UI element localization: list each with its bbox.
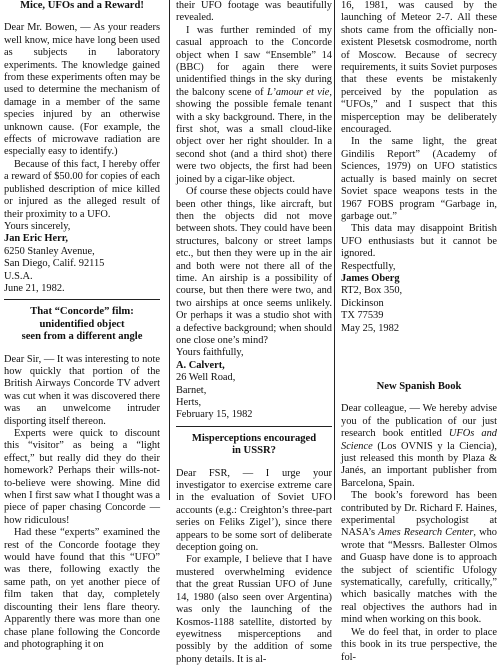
letter-paragraph: I was further reminded of my casual approach to the Concorde object when I saw “Ensemble” 14 (BBC) for again there were unidentified things in the sky during the balcony scene of L’amour et vie, showing the possible female tenant with a sky background. There, in the first shot, was a small cloud-like object over her right shoulder. In a second shot (and a third shot) there were two objects, the first had been joined by a cigar-like object. <box>176 24 332 185</box>
signature-line: Yours sincerely, <box>4 220 71 232</box>
signature-line: May 25, 1982 <box>341 322 400 334</box>
letter-title-mice-ufos: Mice, UFOs and a Reward! <box>20 0 144 11</box>
signature-name: James Oberg <box>341 272 400 284</box>
letter-paragraph: Dear Mr. Bowen, — As your readers well know, mice have long been used as subjects in laboratory experiments. The knowledge gained from these experiments often may be used to determine the mechanism of damage in a member of the same species injured by an otherwise unknown cause. (For example, the effects of microwave radiation are especially easy to identify.) <box>4 22 160 158</box>
letter-paragraph: their UFO footage was beautifully revealed. <box>176 0 332 24</box>
section-divider <box>176 426 332 427</box>
letter-paragraph: Dear FSR, — I urge your investigator to exercise extreme care in the evaluation of Soviet UFO accounts (e.g.: Creighton’s three-part series on Feliks Zigel’), since there appears to be some sort of deliberate deception going on. <box>176 467 332 554</box>
letter-paragraph: Of course these objects could have been other things, like aircraft, but then the objects did not move between shots. They could have been structures, balcony or street lamps etc., but then they were up in the air and both were not there all of the time. An airship is a possibility of course, but then there were two, and two airships at once seems unlikely. Or perhaps it was a studio shot with a defective background; when should one close one’s mind? <box>176 186 332 346</box>
letter-title-concorde: That “Concorde” film: unidentified object seen from a different angle <box>21 306 143 343</box>
column-right <box>341 0 498 663</box>
signature-line: 6250 Stanley Avenue, <box>4 245 95 257</box>
signature-line: February 15, 1982 <box>176 409 253 421</box>
signature-name: A. Calvert, <box>176 359 225 371</box>
letter-paragraph: For example, I believe that I have mustered overwhelming evidence that the great Russian UFO of June 14, 1980 (also seen over Argentina) was only the launching of the Kosmos-1188 satellite, distorted by eyewitness misperceptions and possibly by the addition of some phony details. It is al- <box>176 554 332 665</box>
letter-paragraph: Dear colleague, — We hereby advise you of the publication of our just research book entitled UFOs and Science (Los OVNIS y la Ciencia), just released this month by Plaza & Janés, an important publisher from Barcelona, Spain. <box>341 403 497 489</box>
signature-line: Barnet, <box>176 384 207 396</box>
letter-paragraph: Dear Sir, — It was interesting to note how quickly that portion of the British Airways Concorde TV advert was cut when it was discovered there was an unwelcome intruder disporting itself thereon. <box>4 353 160 427</box>
signature-line: TX 77539 <box>341 310 384 322</box>
letter-title-ussr: Misperceptions encouraged in USSR? <box>191 432 317 457</box>
signature-line: Respectfully, <box>341 260 396 272</box>
letter-paragraph: Because of this fact, I hereby offer a reward of $50.00 for copies of each published description of mice killed or injured as the alleged result of their proximity to a UFO. <box>4 158 160 220</box>
signature-line: U.S.A. <box>4 270 33 282</box>
letter-paragraph: We do feel that, in order to place this book in its true perspective, the fol- <box>341 626 497 663</box>
letter-signature <box>4 221 160 295</box>
letter-signature <box>176 347 332 421</box>
signature-line: San Diego, Calif. 92115 <box>4 258 105 270</box>
signature-line: Herts, <box>176 397 202 408</box>
letter-paragraph: 16, 1981, was caused by the launching of Meteor 2-7. All these shots came from the officially non-existent Plesetsk cosmodrome, north of Moscow. Because of secrecy requirements, it suits Soviet purposes that these events be mistakenly perceived by the population as “UFOs,” and I suspect that this misperception may be deliberately encouraged. <box>341 0 497 136</box>
letter-signature <box>341 261 497 335</box>
column-left <box>4 0 160 650</box>
column-middle <box>176 0 332 665</box>
letter-paragraph: Experts were quick to discount this “visitor” as being a “light effect,” but really did they do their homework? Perhaps their wills-not-to-believe were showing. Mine did when I first saw what I thought was a piece of paper chasing Concorde — how ridiculous! <box>4 428 160 526</box>
section-divider <box>4 299 160 300</box>
letter-paragraph: This data may disappoint British UFO enthusiasts but it cannot be ignored. <box>341 223 497 260</box>
column-divider <box>334 0 335 500</box>
signature-line: Dickinson <box>341 297 384 309</box>
letter-paragraph: In the same light, the great Gindilis Report” (Academy of Sciences, 1979) on UFO statistics actually is based mainly on secret Soviet space weapons tests in the 1967 FOBS program “Garbage in, garbage out.” <box>341 136 497 222</box>
letter-paragraph: Had these “experts” examined the rest of the Concorde footage they would have found that this “UFO” was there, following exactly the same path, on yet another piece of film taken that day, completely discounting their lens flare theory. Apparently there was more than one chase plane following the Concorde and photographing it on <box>4 527 160 650</box>
column-divider <box>169 0 170 500</box>
signature-line: 26 Well Road, <box>176 372 236 384</box>
signature-name: Jan Eric Herr, <box>4 233 68 245</box>
letter-title-spanish-book: New Spanish Book <box>376 380 462 392</box>
letter-paragraph: The book’s foreword has been contributed by Dr. Richard F. Haines, experimental psychologist at NASA’s Ames Research Center, who wrote that “Messrs. Ballester Olmos and Guasp have done is to approach the subject of scientific Ufology systematically, carefully, critically,” which basically matches with the real objectives the authors had in mind when working on this book. <box>341 490 498 626</box>
signature-line: June 21, 1982. <box>4 282 65 294</box>
signature-line: Yours faithfully, <box>176 347 244 359</box>
signature-line: RT2, Box 350, <box>341 285 403 297</box>
